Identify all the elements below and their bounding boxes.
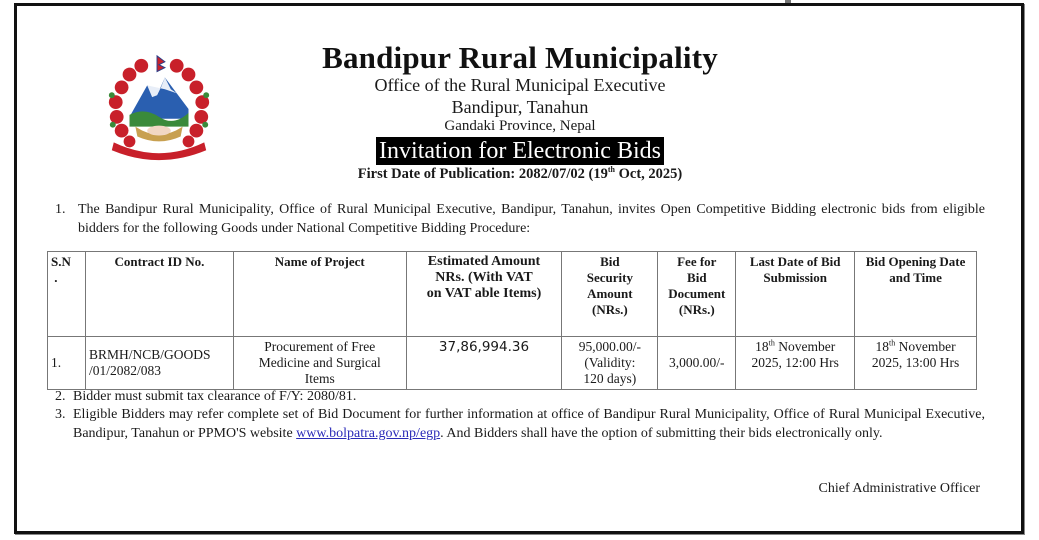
note-tax-clearance [55, 387, 985, 406]
ordinal-suffix: th [607, 165, 615, 175]
header-bid-security: Bid Security Amount (NRs.) [562, 252, 658, 337]
cell-estimated-amount: 37,86,994.36 [406, 337, 562, 390]
cell-document-fee: 3,000.00/- [658, 337, 736, 390]
header-document-fee: Fee for Bid Document (NRs.) [658, 252, 736, 337]
nepal-emblem-logo [100, 48, 218, 166]
note-bid-document [55, 405, 985, 443]
office-location: Bandipur, Tanahun [451, 97, 589, 117]
table-header-row [48, 252, 977, 337]
publication-date-year: Oct, 2025) [614, 166, 683, 182]
list-number: 1. [55, 202, 66, 217]
header-contract-id: Contract ID No. [85, 252, 233, 337]
header-project-name: Name of Project [233, 252, 406, 337]
header-last-date: Last Date of Bid Submission [736, 252, 855, 337]
table-row [48, 337, 977, 390]
bid-table [47, 251, 977, 390]
bolpatra-link[interactable]: www.bolpatra.gov.np/egp [296, 426, 441, 441]
signatory-title: Chief Administrative Officer [818, 481, 980, 496]
scan-mark [785, 0, 791, 3]
header-sn: S.N . [48, 252, 86, 337]
intro-text: The Bandipur Rural Municipality, Office of Rural Municipal Executive, Bandipur, Tanahun, invites Open Competitive Bidding electronic bids from eligible bidders for the following Goods under National Competitive Bidding Procedure: [78, 202, 985, 236]
header-estimated-amount: Estimated Amount NRs. (With VAT on VAT able Items) [406, 252, 562, 337]
cell-opening-date: 18th November 2025, 13:00 Hrs [855, 337, 977, 390]
note-text: Bidder must submit tax clearance of F/Y: 2080/81. [73, 389, 357, 404]
list-number: 3. [55, 407, 66, 422]
cell-contract-id: BRMH/NCB/GOODS /01/2082/083 [85, 337, 233, 390]
publication-date-text: First Date of Publication: 2082/07/02 (19 [357, 166, 608, 182]
note-text-after: . And Bidders shall have the option of submitting their bids electronically only. [440, 426, 883, 441]
cell-project-name: Procurement of Free Medicine and Surgical Items [233, 337, 406, 390]
office-name: Office of the Rural Municipal Executive [374, 75, 666, 95]
municipality-title: Bandipur Rural Municipality [322, 40, 718, 75]
cell-sn: 1. [48, 337, 86, 390]
province-name: Gandaki Province, Nepal [444, 118, 596, 134]
intro-paragraph [55, 200, 985, 238]
note-text [73, 405, 985, 443]
publication-date [300, 166, 740, 183]
notice-banner: Invitation for Electronic Bids [376, 137, 664, 165]
flag-icon [157, 56, 165, 72]
handshake-icon [147, 126, 171, 136]
cell-bid-security: 95,000.00/- (Validity: 120 days) [562, 337, 658, 390]
list-number: 2. [55, 389, 66, 404]
header-opening-date: Bid Opening Date and Time [855, 252, 977, 337]
note-text-before: Eligible Bidders may refer complete set of Bid Document for further information at office of Bandipur Rural Municipality, Office of Rural Municipal Executive, Bandipur, Tanahun or PPMO'S website [73, 407, 985, 441]
cell-last-date: 18th November 2025, 12:00 Hrs [736, 337, 855, 390]
